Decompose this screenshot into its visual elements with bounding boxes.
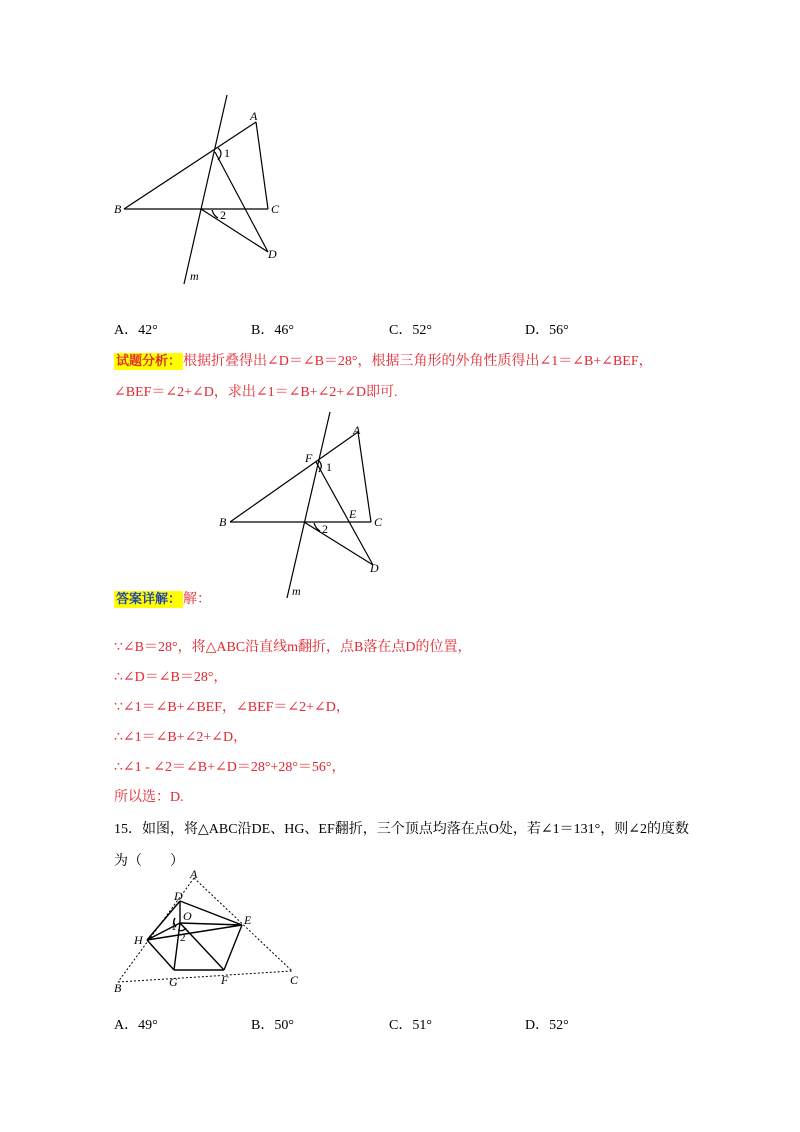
label-D: D bbox=[174, 889, 183, 903]
line-m bbox=[287, 412, 330, 598]
segment-EF bbox=[224, 925, 242, 970]
label-A: A bbox=[190, 867, 198, 881]
q14-option-d: D．56° bbox=[525, 323, 569, 338]
segment-BA bbox=[230, 432, 358, 522]
analysis-line-1 bbox=[114, 350, 653, 370]
solution-step-2: ∴∠D＝∠B＝28°， bbox=[114, 670, 228, 685]
label-B: B bbox=[114, 202, 122, 216]
label-B: B bbox=[219, 515, 227, 529]
q15-option-c: C．51° bbox=[389, 1018, 432, 1033]
segment-GD bbox=[304, 522, 373, 565]
figure-fold-triangle bbox=[0, 0, 800, 300]
solution-header bbox=[114, 588, 211, 608]
analysis-text-1: 根据折叠得出∠D＝∠B＝28°，根据三角形的外角性质得出∠1＝∠B+∠BEF， bbox=[183, 354, 653, 369]
q14-option-b: B．46° bbox=[251, 323, 294, 338]
segment-GD bbox=[201, 209, 268, 252]
solution-step-5: ∴∠1 - ∠2＝∠B+∠D＝28°+28°＝56°， bbox=[114, 760, 346, 775]
segment-OF bbox=[180, 923, 224, 970]
label-H: H bbox=[134, 933, 143, 947]
angle-2-label: 2 bbox=[322, 522, 328, 536]
solution-step-6: 所以选：D. bbox=[114, 790, 184, 805]
segment-OE bbox=[180, 923, 242, 925]
label-E: E bbox=[244, 913, 252, 927]
dashed-BC bbox=[118, 971, 292, 982]
q14-option-c: C．52° bbox=[389, 323, 432, 338]
solution-step-1: ∵∠B＝28°，将△ABC沿直线m翻折，点B落在点D的位置， bbox=[114, 640, 472, 655]
angle-1-label: 1 bbox=[326, 460, 332, 474]
segment-BA bbox=[124, 122, 256, 209]
solution-tag: 答案详解： bbox=[116, 592, 182, 607]
segment-FD bbox=[215, 152, 268, 252]
label-G: G bbox=[169, 975, 178, 989]
label-E: E bbox=[349, 507, 357, 521]
analysis-line-2: ∠BEF＝∠2+∠D，求出∠1＝∠B+∠2+∠D即可. bbox=[114, 385, 398, 400]
label-C: C bbox=[271, 202, 280, 216]
analysis-tag: 试题分析： bbox=[116, 354, 182, 369]
q14-option-a: A．42° bbox=[114, 323, 158, 338]
label-F: F bbox=[221, 973, 229, 987]
q15-option-b: B．50° bbox=[251, 1018, 294, 1033]
label-A: A bbox=[250, 109, 258, 123]
line-m bbox=[184, 95, 227, 284]
solution-step-3: ∵∠1＝∠B+∠BEF，∠BEF＝∠2+∠D， bbox=[114, 700, 350, 715]
label-m: m bbox=[190, 269, 199, 283]
segment-AC bbox=[256, 122, 268, 209]
label-m: m bbox=[292, 584, 301, 598]
angle-1-label: 1 bbox=[224, 146, 230, 160]
label-A: A bbox=[353, 423, 361, 437]
label-B: B bbox=[114, 981, 122, 995]
solution-tag-suffix: 解： bbox=[183, 592, 212, 607]
angle-1-label: 1 bbox=[171, 921, 177, 933]
segment-AC bbox=[358, 432, 371, 522]
solution-step-4: ∴∠1＝∠B+∠2+∠D， bbox=[114, 730, 248, 745]
label-O: O bbox=[183, 909, 192, 923]
label-D: D bbox=[370, 561, 379, 575]
angle-2-label: 2 bbox=[220, 208, 226, 222]
label-F: F bbox=[305, 451, 313, 465]
q15-stem-line-2: 为（ ） bbox=[114, 854, 184, 869]
label-D: D bbox=[268, 247, 277, 261]
figure-fold-triangle-labeled bbox=[0, 400, 800, 610]
label-C: C bbox=[374, 515, 383, 529]
angle-2-label: 2 bbox=[180, 932, 186, 944]
label-C: C bbox=[290, 973, 299, 987]
q15-stem-line-1: 15．如图，将△ABC沿DE、HG、EF翻折，三个顶点均落在点O处，若∠1＝131°，则∠2的度数 bbox=[114, 822, 689, 837]
segment-HG bbox=[147, 940, 174, 970]
q15-option-d: D．52° bbox=[525, 1018, 569, 1033]
figure-triple-fold bbox=[0, 860, 800, 1010]
q15-option-a: A．49° bbox=[114, 1018, 158, 1033]
